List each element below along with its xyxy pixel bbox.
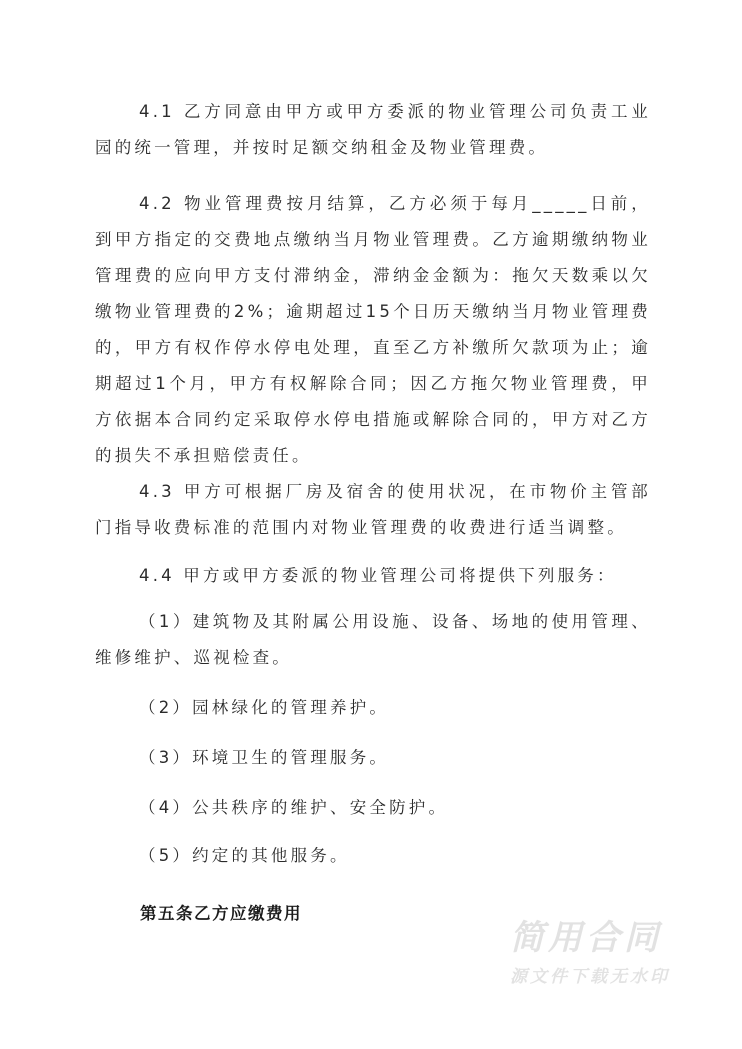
watermark-title: 简用合同 bbox=[510, 918, 662, 958]
service-item-3: （3）环境卫生的管理服务。 bbox=[139, 748, 390, 767]
clause-4-4: 4.4 甲方或甲方委派的物业管理公司将提供下列服务： bbox=[139, 566, 617, 585]
service-item-1: （1）建筑物及其附属公用设施、设备、场地的使用管理、维修维护、巡视检查。 bbox=[95, 612, 651, 667]
clause-4-1: 4.1 乙方同意由甲方或甲方委派的物业管理公司负责工业园的统一管理，并按时足额交纳租金及物业管理费。 bbox=[95, 102, 651, 157]
clause-4-2: 4.2 物业管理费按月结算，乙方必须于每月_____日前，到甲方指定的交费地点缴纳当月物业管理费。乙方逾期缴纳物业管理费的应向甲方支付滞纳金，滞纳金金额为：拖欠天数乘以欠缴物业管理费的2%；逾期超过15个日历天缴纳当月物业管理费的，甲方有权作停水停电处理，直至乙方补缴所欠款项为止；逾期超过1个月，甲方有权解除合同；因乙方拖欠物业管理费，甲方依据本合同约定采取停水停电措施或解除合同的，甲方对乙方的损失不承担赔偿责任。 bbox=[95, 194, 651, 465]
section-heading-5: 第五条乙方应缴费用 bbox=[140, 904, 302, 923]
watermark bbox=[510, 918, 710, 992]
service-item-2: （2）园林绿化的管理养护。 bbox=[139, 698, 390, 717]
clause-4-3: 4.3 甲方可根据厂房及宿舍的使用状况，在市物价主管部门指导收费标准的范围内对物业管理费的收费进行适当调整。 bbox=[95, 482, 651, 537]
service-item-5: （5）约定的其他服务。 bbox=[139, 846, 350, 865]
watermark-subtitle: 源文件下载无水印 bbox=[510, 967, 670, 987]
service-item-4: （4）公共秩序的维护、安全防护。 bbox=[139, 798, 449, 817]
